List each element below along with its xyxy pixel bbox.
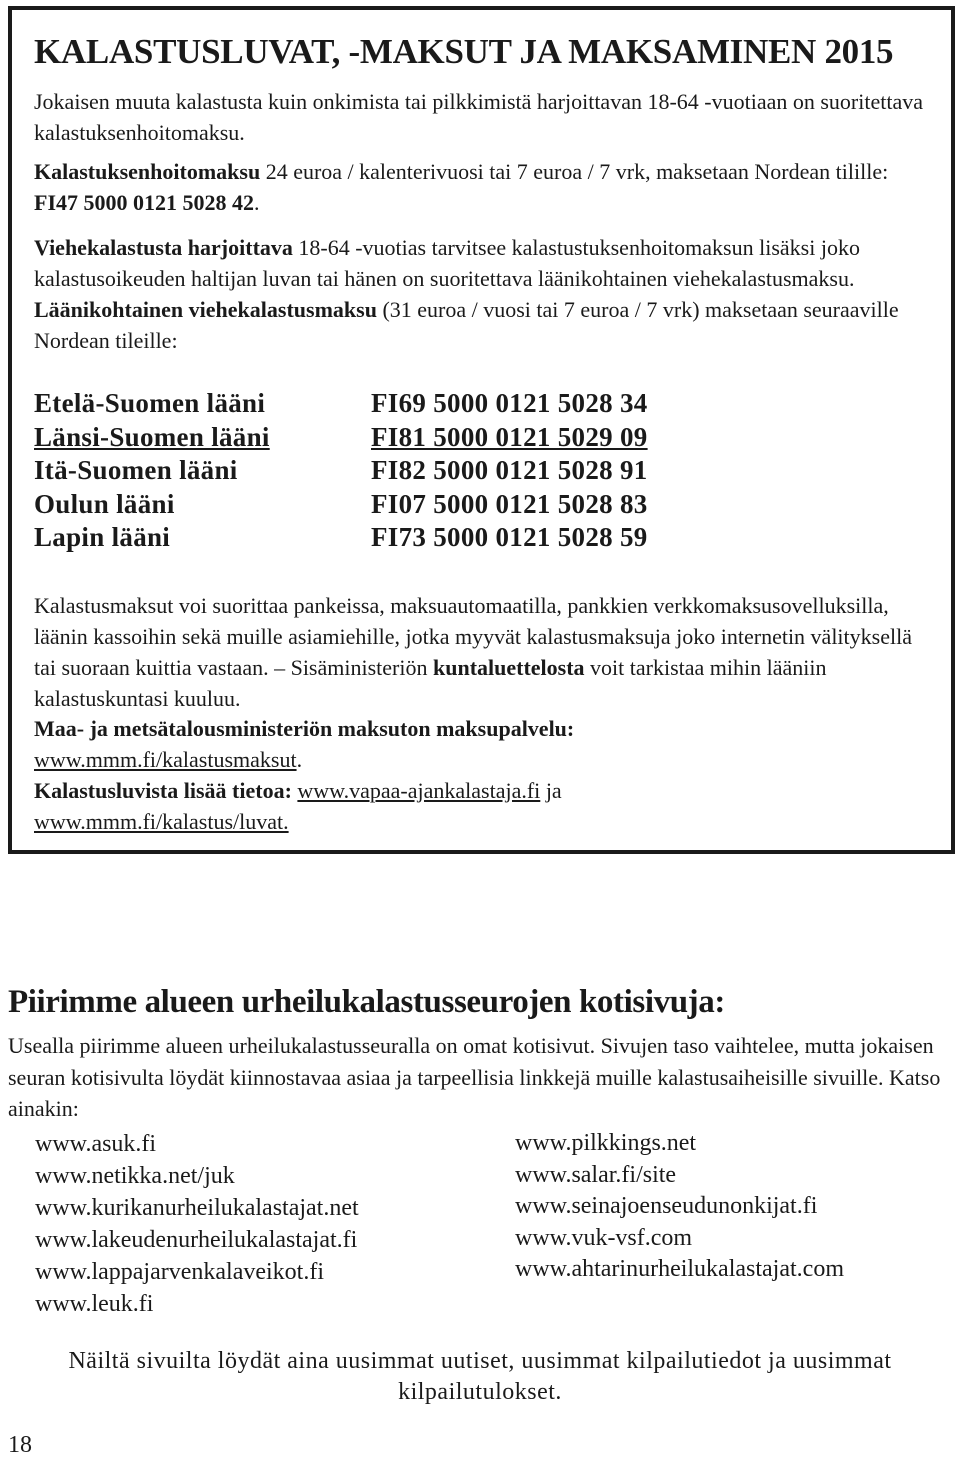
club-link[interactable]: www.ahtarinurheilukalastajat.com [515,1256,844,1282]
lure-fishing-paragraph [34,232,936,356]
account-number: FI69 5000 0121 5028 34 [371,388,648,418]
account-row [34,422,648,456]
clubs-footer-note: Näiltä sivuilta löydät aina uusimmat uutiset, uusimmat kilpailutiedot ja uusimmat kilpailutulokset. [68,1348,892,1405]
clubs-heading: Piirimme alueen urheilukalastusseurojen kotisivuja: [8,984,725,1020]
province-fee-text: (31 euroa / vuosi tai 7 euroa / 7 vrk) maksetaan seuraaville Nordean tileille: [34,297,899,353]
club-link[interactable]: www.kurikanurheilukalastajat.net [35,1195,359,1221]
mmm-permits-link[interactable]: www.mmm.fi/kalastus/luvat. [34,809,289,834]
club-link[interactable]: www.lakeudenurheilukalastajat.fi [35,1227,358,1253]
box-title: KALASTUSLUVAT, -MAKSUT JA MAKSAMINEN 2015 [34,32,894,71]
lure-fishing-text: 18-64 -vuotias tarvitsee kalastustuksenhoitomaksun lisäksi joko kalastusoikeuden haltijan luvan tai hänen on suoritettava läänikohtainen viehekalastusmaksu. [34,235,860,291]
page-number: 18 [8,1432,32,1458]
conjunction: ja [540,778,562,803]
club-link[interactable]: www.pilkkings.net [515,1130,697,1156]
account-row [34,489,648,523]
maintenance-fee-term: Kalastuksenhoitomaksu [34,159,261,184]
lure-fishing-term: Viehekalastusta harjoittava [34,235,293,260]
account-number: FI82 5000 0121 5028 91 [371,455,648,485]
period: . [254,190,260,215]
maintenance-fee-account: FI47 5000 0121 5028 42 [34,190,254,215]
province-accounts-list [34,388,648,556]
account-number: FI73 5000 0121 5028 59 [371,522,648,552]
maintenance-fee-paragraph [34,156,936,218]
account-row [34,388,648,422]
payment-methods-text-end: voit tarkistaa mihin lääniin kalastuskuntasi kuuluu. [34,655,827,711]
province-name: Oulun lääni [34,488,175,519]
province-name: Länsi-Suomen lääni [34,421,270,452]
club-link[interactable]: www.vuk-vsf.com [515,1224,693,1251]
payment-service-label: Maa- ja metsätalousministeriön maksuton maksupalvelu: [34,716,575,741]
maintenance-fee-text: 24 euroa / kalenterivuosi tai 7 euroa / 7 vrk, maksetaan Nordean tilille: [260,159,889,184]
payment-methods-text: Kalastusmaksut voi suorittaa pankeissa, maksuautomaatilla, pankkien verkkomaksusovelluksilla, läänin kassoihin sekä muille asiamiehille, jotka myyvät kalastusmaksuja joko internetin välityksellä tai suoraan kuittia vastaan. – Sisäministeriön [34,593,912,680]
club-link[interactable]: www.seinajoenseudunonkijat.fi [515,1193,818,1219]
club-link[interactable]: www.lappajarvenkalaveikot.fi [35,1259,324,1285]
province-name: Itä-Suomen lääni [34,455,238,485]
clubs-intro: Usealla piirimme alueen urheilukalastusseuralla on omat kotisivut. Sivujen taso vaihtelee, mutta jokaisen seuran kotisivulta löydät kiinnostavaa asiaa ja tarpeellisia linkkejä muille kalastusaiheisille sivuille. Katso ainakin: [8,1033,941,1121]
period: . [296,747,303,772]
more-info-paragraph [34,713,936,837]
club-link[interactable]: www.asuk.fi [35,1131,157,1157]
account-row [34,522,648,556]
account-row [34,455,648,489]
municipality-list-term: kuntaluettelosta [432,655,585,680]
payment-methods-paragraph [34,590,936,714]
permits-info-label: Kalastusluvista lisää tietoa: [34,778,292,803]
club-links-right [515,1128,844,1286]
club-link[interactable]: www.salar.fi/site [515,1161,677,1188]
account-number: FI81 5000 0121 5029 09 [371,421,648,452]
payment-service-link[interactable]: www.mmm.fi/kalastusmaksut [34,747,297,772]
fishing-permits-box [8,6,955,854]
club-link[interactable]: www.leuk.fi [35,1291,154,1317]
province-name: Etelä-Suomen lääni [34,388,266,418]
club-link[interactable]: www.netikka.net/juk [35,1163,235,1189]
vapaa-ajankalastaja-link[interactable]: www.vapaa-ajankalastaja.fi [297,778,541,803]
club-links-left [35,1128,359,1320]
province-fee-term: Läänikohtainen viehekalastusmaksu [34,297,377,322]
province-name: Lapin lääni [34,522,171,552]
account-number: FI07 5000 0121 5028 83 [371,488,648,519]
maintenance-fee-intro: Jokaisen muuta kalastusta kuin onkimista tai pilkkimistä harjoittavan 18-64 -vuotiaan on suoritettava kalastuksenhoitomaksu. [34,89,923,145]
